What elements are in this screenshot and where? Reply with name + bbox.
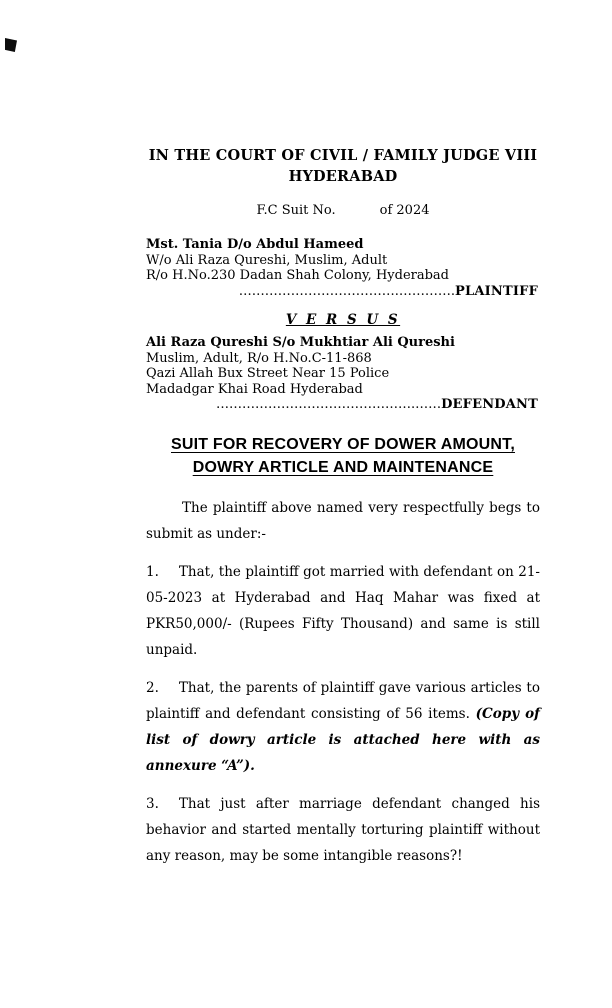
scan-artifact-mark: [5, 38, 17, 52]
suit-title: [146, 433, 540, 479]
plaintiff-dots: ……………………………….………….: [238, 283, 456, 299]
paragraph-3-number: 3.: [146, 795, 159, 812]
suit-number-year: of 2024: [379, 203, 430, 218]
suit-number-label: F.C Suit No.: [256, 203, 336, 218]
defendant-dots: ……………………………………….……: [215, 397, 442, 412]
intro-paragraph: The plaintiff above named very respectfully begs to submit as under:-: [146, 499, 540, 542]
defendant-label-line: [146, 397, 540, 413]
defendant-name: Ali Raza Qureshi S/o Mukhtiar Ali Qureshi: [146, 335, 455, 350]
plaintiff-block: [146, 237, 540, 299]
suit-number-line: [146, 202, 540, 219]
court-heading: [146, 145, 540, 187]
court-heading-line2: HYDERABAD: [288, 168, 398, 185]
plaintiff-label: PLAINTIFF: [455, 283, 538, 299]
paragraph-3-text: That just after marriage defendant changed his behavior and started mentally torturing plaintiff without any reason, may be some intangible reasons?!: [146, 795, 540, 864]
plaintiff-label-line: [146, 284, 540, 300]
suit-title-line2: DOWRY ARTICLE AND MAINTENANCE: [192, 458, 494, 476]
court-heading-line1: IN THE COURT OF CIVIL / FAMILY JUDGE VIII: [148, 147, 538, 164]
paragraph-2-number: 2.: [146, 679, 159, 696]
paragraph-2-text: That, the parents of plaintiff gave various articles to plaintiff and defendant consisting of 56 items.: [146, 679, 540, 722]
versus-text: V E R S U S: [285, 312, 401, 328]
plaintiff-line3: R/o H.No.230 Dadan Shah Colony, Hyderabad: [146, 268, 449, 283]
paragraph-1: [146, 559, 540, 663]
paragraph-1-number: 1.: [146, 563, 159, 580]
plaintiff-line2: W/o Ali Raza Qureshi, Muslim, Adult: [146, 252, 388, 268]
defendant-label: DEFENDANT: [441, 397, 538, 412]
paragraph-2-emphasis: (Copy of list of dowry article is attached here with as annexure “A”).: [146, 705, 540, 774]
paragraph-1-text: That, the plaintiff got married with defendant on 21-05-2023 at Hyderabad and Haq Mahar was fixed at PKR50,000/- (Rupees Fifty Thousand) and same is still unpaid.: [146, 563, 540, 658]
defendant-line2: Muslim, Adult, R/o H.No.C-11-868: [146, 350, 372, 366]
suit-title-line1: SUIT FOR RECOVERY OF DOWER AMOUNT,: [171, 435, 515, 453]
versus-line: [146, 311, 540, 329]
paragraph-2: [146, 675, 540, 779]
defendant-line4: Madadgar Khai Road Hyderabad: [146, 381, 363, 397]
defendant-line3: Qazi Allah Bux Street Near 15 Police: [146, 366, 390, 381]
plaintiff-name: Mst. Tania D/o Abdul Hameed: [146, 237, 364, 252]
paragraph-3: [146, 791, 540, 869]
defendant-block: [146, 335, 540, 413]
